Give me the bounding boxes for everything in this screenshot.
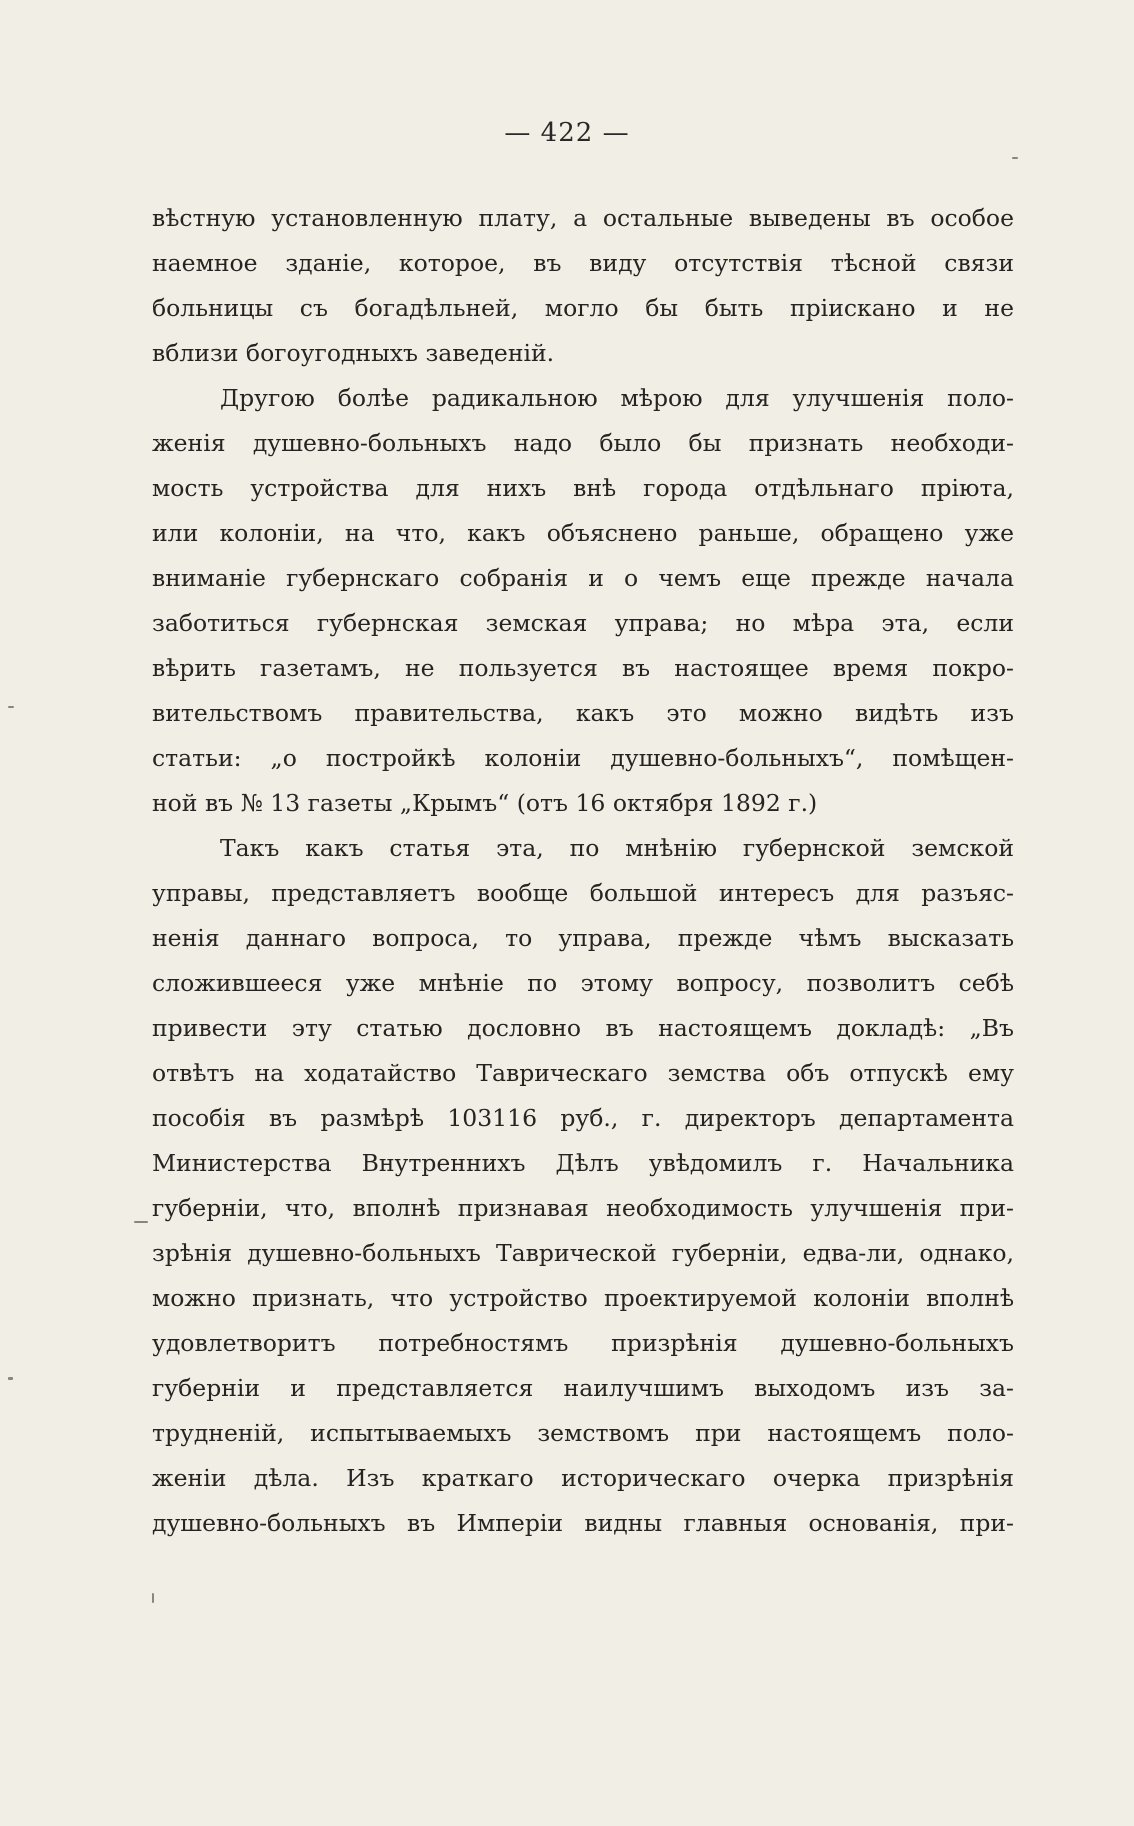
text-line: управы, представляетъ вообще большой интересъ для разъяс-	[152, 879, 1014, 907]
text-line: зрѣнія душевно-больныхъ Таврической губерніи, едва-ли, однако,	[152, 1239, 1014, 1267]
text-line: вблизи богоугодныхъ заведеній.	[152, 339, 555, 367]
scan-speck	[134, 1221, 148, 1223]
text-line: Другою болѣе радикальною мѣрою для улучшенія поло-	[220, 384, 1014, 412]
text-line: ненія даннаго вопроса, то управа, прежде чѣмъ высказать	[152, 924, 1014, 952]
text-line: Такъ какъ статья эта, по мнѣнію губернской земской	[220, 834, 1014, 862]
text-line: сложившееся уже мнѣніе по этому вопросу, позволитъ себѣ	[152, 969, 1014, 997]
text-line: Министерства Внутреннихъ Дѣлъ увѣдомилъ г. Начальника	[152, 1149, 1014, 1177]
text-line: женіи дѣла. Изъ краткаго историческаго очерка призрѣнія	[152, 1464, 1014, 1492]
text-line: вительствомъ правительства, какъ это можно видѣть изъ	[152, 699, 1014, 727]
text-line: пособія въ размѣрѣ 103116 руб., г. директоръ департамента	[152, 1104, 1014, 1132]
scan-speck	[8, 706, 14, 708]
text-line: можно признать, что устройство проектируемой колоніи вполнѣ	[152, 1284, 1014, 1312]
text-line: или колоніи, на что, какъ объяснено раньше, обращено уже	[152, 519, 1014, 547]
text-line: вниманіе губернскаго собранія и о чемъ еще прежде начала	[152, 564, 1014, 592]
text-line: душевно-больныхъ въ Имперіи видны главныя основанія, при-	[152, 1509, 1014, 1537]
text-line: женія душевно-больныхъ надо было бы признать необходи-	[152, 429, 1014, 457]
text-line: ной въ № 13 газеты „Крымъ“ (отъ 16 октября 1892 г.)	[152, 789, 818, 817]
text-line: статьи: „о постройкѣ колоніи душевно-больныхъ“, помѣщен-	[152, 744, 1014, 772]
text-line: губерніи и представляется наилучшимъ выходомъ изъ за-	[152, 1374, 1014, 1402]
page-number: — 422 —	[504, 118, 630, 148]
text-line: наемное зданіе, которое, въ виду отсутствія тѣсной связи	[152, 249, 1014, 277]
text-line: мость устройства для нихъ внѣ города отдѣльнаго пріюта,	[152, 474, 1014, 502]
scan-speck	[8, 1377, 13, 1380]
text-line: губерніи, что, вполнѣ признавая необходимость улучшенія при-	[152, 1194, 1014, 1222]
scan-speck	[152, 1593, 154, 1603]
scan-speck	[1012, 157, 1018, 159]
text-line: отвѣтъ на ходатайство Таврическаго земства объ отпускѣ ему	[152, 1059, 1014, 1087]
text-line: заботиться губернская земская управа; но мѣра эта, если	[152, 609, 1014, 637]
text-line: привести эту статью дословно въ настоящемъ докладѣ: „Въ	[152, 1014, 1014, 1042]
text-line: вѣстную установленную плату, а остальные выведены въ особое	[152, 204, 1014, 232]
text-line: удовлетворитъ потребностямъ призрѣнія душевно-больныхъ	[152, 1329, 1014, 1357]
text-line: трудненій, испытываемыхъ земствомъ при настоящемъ поло-	[152, 1419, 1014, 1447]
text-line: вѣрить газетамъ, не пользуется въ настоящее время покро-	[152, 654, 1014, 682]
text-line: больницы съ богадѣльней, могло бы быть пріискано и не	[152, 294, 1014, 322]
body-text	[152, 196, 1014, 1546]
